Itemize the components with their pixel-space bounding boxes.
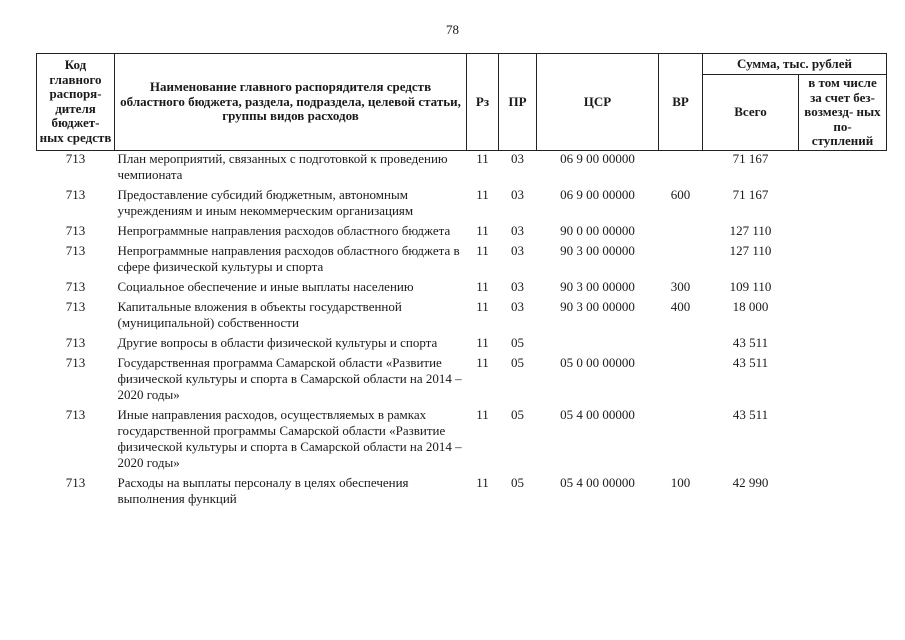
cell-free: [799, 407, 887, 475]
header-csr: ЦСР: [537, 54, 659, 151]
cell-rz: 11: [476, 354, 489, 370]
cell-code: 713: [65, 354, 86, 370]
cell-pr: 05: [511, 334, 524, 350]
cell-code: 713: [65, 298, 86, 314]
cell-vr: 400: [670, 298, 691, 314]
cell-free: [799, 187, 887, 223]
cell-free: [799, 299, 887, 335]
cell-name: Другие вопросы в области физической культуры и спорта: [117, 334, 438, 350]
cell-code: 713: [65, 150, 86, 166]
cell-name: Социальное обеспечение и иные выплаты населению: [117, 278, 414, 294]
table-row: [37, 223, 887, 243]
cell-pr: 03: [511, 222, 524, 238]
cell-name: Непрограммные направления расходов областного бюджета в сфере физической культуры и спорта: [117, 242, 460, 274]
cell-code: 713: [65, 186, 86, 202]
cell-free: [799, 243, 887, 279]
table-row: [37, 243, 887, 279]
cell-total: 42 990: [732, 474, 769, 490]
cell-name: Расходы на выплаты персоналу в целях обеспечения выполнения функций: [117, 474, 409, 506]
header-pr: ПР: [499, 54, 537, 151]
cell-vr: [659, 355, 703, 407]
cell-code: 713: [65, 474, 86, 490]
cell-csr: 06 9 00 00000: [560, 150, 635, 166]
cell-rz: 11: [476, 278, 489, 294]
table-row: [37, 355, 887, 407]
table-body: [37, 150, 887, 511]
header-sum: Сумма, тыс. рублей: [703, 54, 887, 75]
cell-name: Иные направления расходов, осуществляемых в рамках государственной программы Самарской области «Развитие физической культуры и спорта в Самарской области на 2014 – 2020 годы»: [117, 406, 462, 470]
table-row: [37, 279, 887, 299]
cell-csr: 90 3 00 00000: [560, 278, 635, 294]
cell-rz: 11: [476, 150, 489, 166]
cell-total: 127 110: [729, 242, 772, 258]
cell-total: 43 511: [732, 354, 769, 370]
cell-code: 713: [65, 406, 86, 422]
cell-csr: 90 0 00 00000: [560, 222, 635, 238]
cell-free: [799, 223, 887, 243]
cell-code: 713: [65, 278, 86, 294]
cell-rz: 11: [476, 242, 489, 258]
cell-name: Капитальные вложения в объекты государственной (муниципальной) собственности: [117, 298, 402, 330]
cell-pr: 03: [511, 242, 524, 258]
cell-csr: 05 4 00 00000: [560, 406, 635, 422]
cell-free: [799, 279, 887, 299]
cell-rz: 11: [476, 222, 489, 238]
cell-free: [799, 150, 887, 187]
cell-csr: 90 3 00 00000: [560, 242, 635, 258]
cell-csr: 90 3 00 00000: [560, 298, 635, 314]
cell-csr: 05 4 00 00000: [560, 474, 635, 490]
cell-rz: 11: [476, 406, 489, 422]
cell-total: 127 110: [729, 222, 772, 238]
cell-rz: 11: [476, 186, 489, 202]
cell-vr: [659, 150, 703, 187]
cell-name: Непрограммные направления расходов областного бюджета: [117, 222, 451, 238]
cell-name: Государственная программа Самарской области «Развитие физической культуры и спорта в Самарской области на 2014 – 2020 годы»: [117, 354, 462, 402]
table-row: [37, 335, 887, 355]
table-row: [37, 407, 887, 475]
cell-name: План мероприятий, связанных с подготовкой к проведению чемпионата: [117, 150, 448, 182]
header-rz: Рз: [467, 54, 499, 151]
cell-pr: 03: [511, 186, 524, 202]
table-row: [37, 187, 887, 223]
cell-vr: 600: [670, 186, 691, 202]
cell-code: 713: [65, 334, 86, 350]
cell-code: 713: [65, 242, 86, 258]
cell-rz: 11: [476, 474, 489, 490]
budget-table: [36, 53, 887, 511]
cell-csr: 05 0 00 00000: [560, 354, 635, 370]
cell-vr: [659, 407, 703, 475]
cell-vr: 300: [670, 278, 691, 294]
cell-free: [799, 355, 887, 407]
cell-name: Предоставление субсидий бюджетным, автономным учреждениям и иным некоммерческим организациям: [117, 186, 414, 218]
cell-vr: [659, 243, 703, 279]
table-row: [37, 299, 887, 335]
cell-pr: 05: [511, 474, 524, 490]
cell-rz: 11: [476, 298, 489, 314]
cell-csr: [537, 335, 659, 355]
cell-vr: [659, 223, 703, 243]
cell-code: 713: [65, 222, 86, 238]
cell-free: [799, 335, 887, 355]
cell-total: 43 511: [732, 406, 769, 422]
cell-pr: 03: [511, 298, 524, 314]
cell-pr: 03: [511, 150, 524, 166]
cell-total: 71 167: [732, 150, 769, 166]
cell-total: 18 000: [732, 298, 769, 314]
page-number: 78: [446, 22, 459, 37]
header-free: в том числе за счет без- возмезд- ных по- ступлений: [799, 75, 887, 151]
cell-total: 43 511: [732, 334, 769, 350]
table-row: [37, 475, 887, 511]
cell-free: [799, 475, 887, 511]
cell-vr: 100: [670, 474, 691, 490]
header-total: Всего: [703, 75, 799, 151]
cell-total: 71 167: [732, 186, 769, 202]
header-code: Код главного распоря- дителя бюджет- ных средств: [37, 54, 115, 151]
cell-csr: 06 9 00 00000: [560, 186, 635, 202]
cell-pr: 05: [511, 406, 524, 422]
header-name: Наименование главного распорядителя средств областного бюджета, раздела, подраздела, целевой статьи, группы видов расходов: [115, 54, 467, 151]
cell-total: 109 110: [729, 278, 772, 294]
header-vr: ВР: [659, 54, 703, 151]
cell-pr: 03: [511, 278, 524, 294]
cell-pr: 05: [511, 354, 524, 370]
cell-vr: [659, 335, 703, 355]
table-row: [37, 150, 887, 187]
cell-rz: 11: [476, 334, 489, 350]
